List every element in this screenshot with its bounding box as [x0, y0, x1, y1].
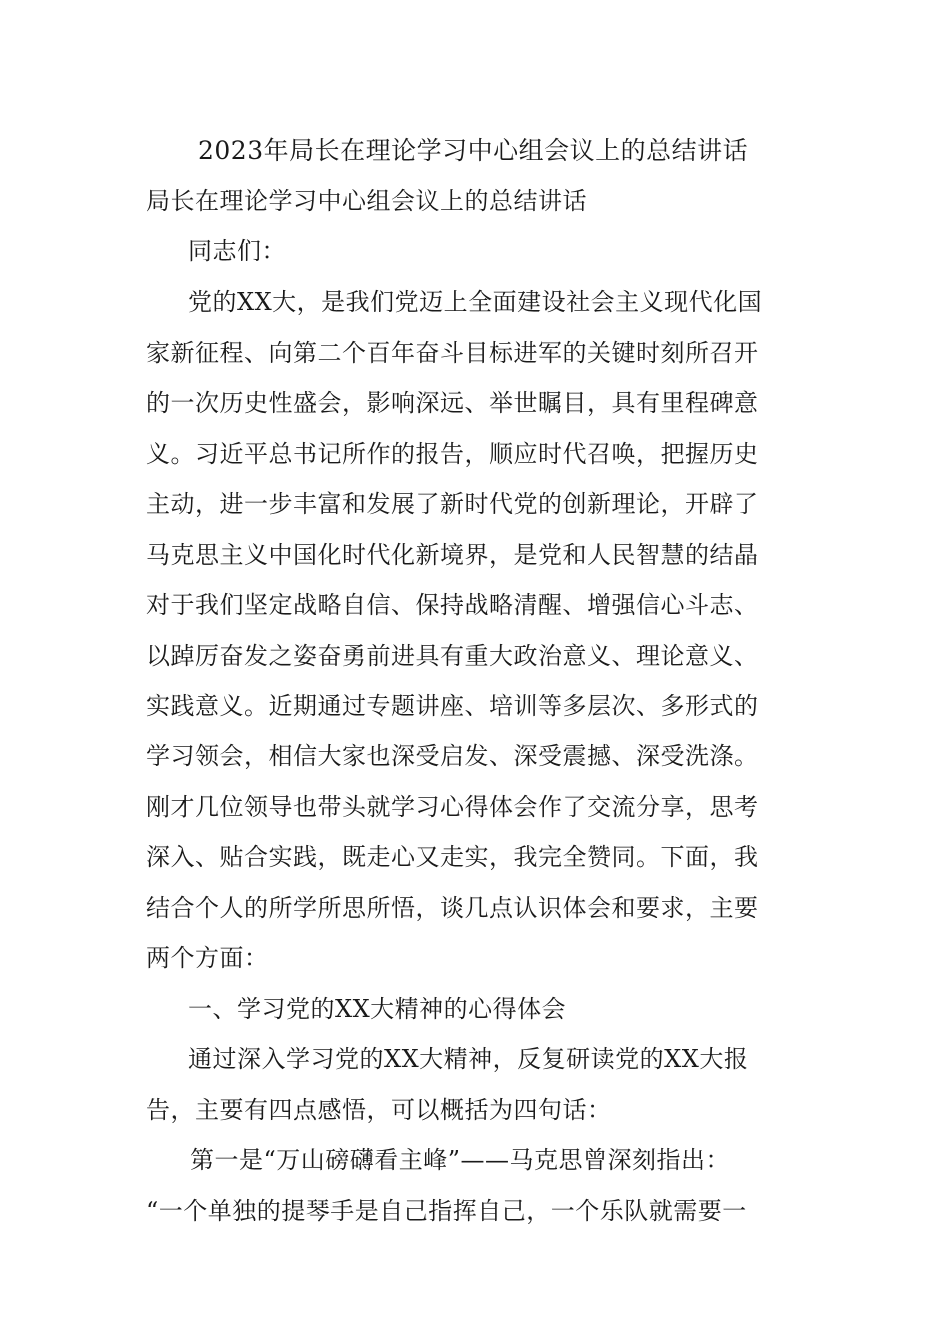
body-line: 通过深入学习党的XX大精神，反复研读党的XX大报	[188, 1045, 749, 1073]
body-line: 义。习近平总书记所作的报告，顺应时代召唤，把握历史	[146, 440, 759, 468]
body-line: 深入、贴合实践，既走心又走实，我完全赞同。下面，我	[146, 843, 759, 871]
body-line: 以踔厉奋发之姿奋勇前进具有重大政治意义、理论意义、	[146, 642, 759, 670]
body-line: 党的XX大，是我们党迈上全面建设社会主义现代化国	[188, 288, 763, 316]
body-line: 学习领会，相信大家也深受启发、深受震撼、深受洗涤。	[146, 742, 759, 770]
salutation: 同志们：	[188, 237, 286, 265]
body-line: 结合个人的所学所思所悟，谈几点认识体会和要求，主要	[146, 894, 759, 922]
body-line: 马克思主义中国化时代化新境界，是党和人民智慧的结晶	[146, 541, 759, 569]
body-line: “一个单独的提琴手是自己指挥自己，一个乐队就需要一	[146, 1197, 747, 1225]
body-line: 家新征程、向第二个百年奋斗目标进军的关键时刻所召开	[146, 339, 759, 367]
body-line: 两个方面：	[146, 944, 269, 972]
body-line: 告，主要有四点感悟，可以概括为四句话：	[146, 1096, 612, 1124]
body-line: 对于我们坚定战略自信、保持战略清醒、增强信心斗志、	[146, 591, 759, 619]
section-heading: 一、学习党的XX大精神的心得体会	[188, 995, 567, 1023]
body-line: 实践意义。近期通过专题讲座、培训等多层次、多形式的	[146, 692, 759, 720]
body-line: 第一是“万山磅礴看主峰”——马克思曾深刻指出：	[190, 1146, 731, 1174]
body-line: 刚才几位领导也带头就学习心得体会作了交流分享，思考	[146, 793, 759, 821]
body-line: 的一次历史性盛会，影响深远、举世瞩目，具有里程碑意	[146, 389, 759, 417]
document-title: 2023年局长在理论学习中心组会议上的总结讲话	[198, 136, 749, 165]
document-subtitle: 局长在理论学习中心组会议上的总结讲话	[146, 187, 587, 215]
body-line: 主动，进一步丰富和发展了新时代党的创新理论，开辟了	[146, 490, 759, 518]
